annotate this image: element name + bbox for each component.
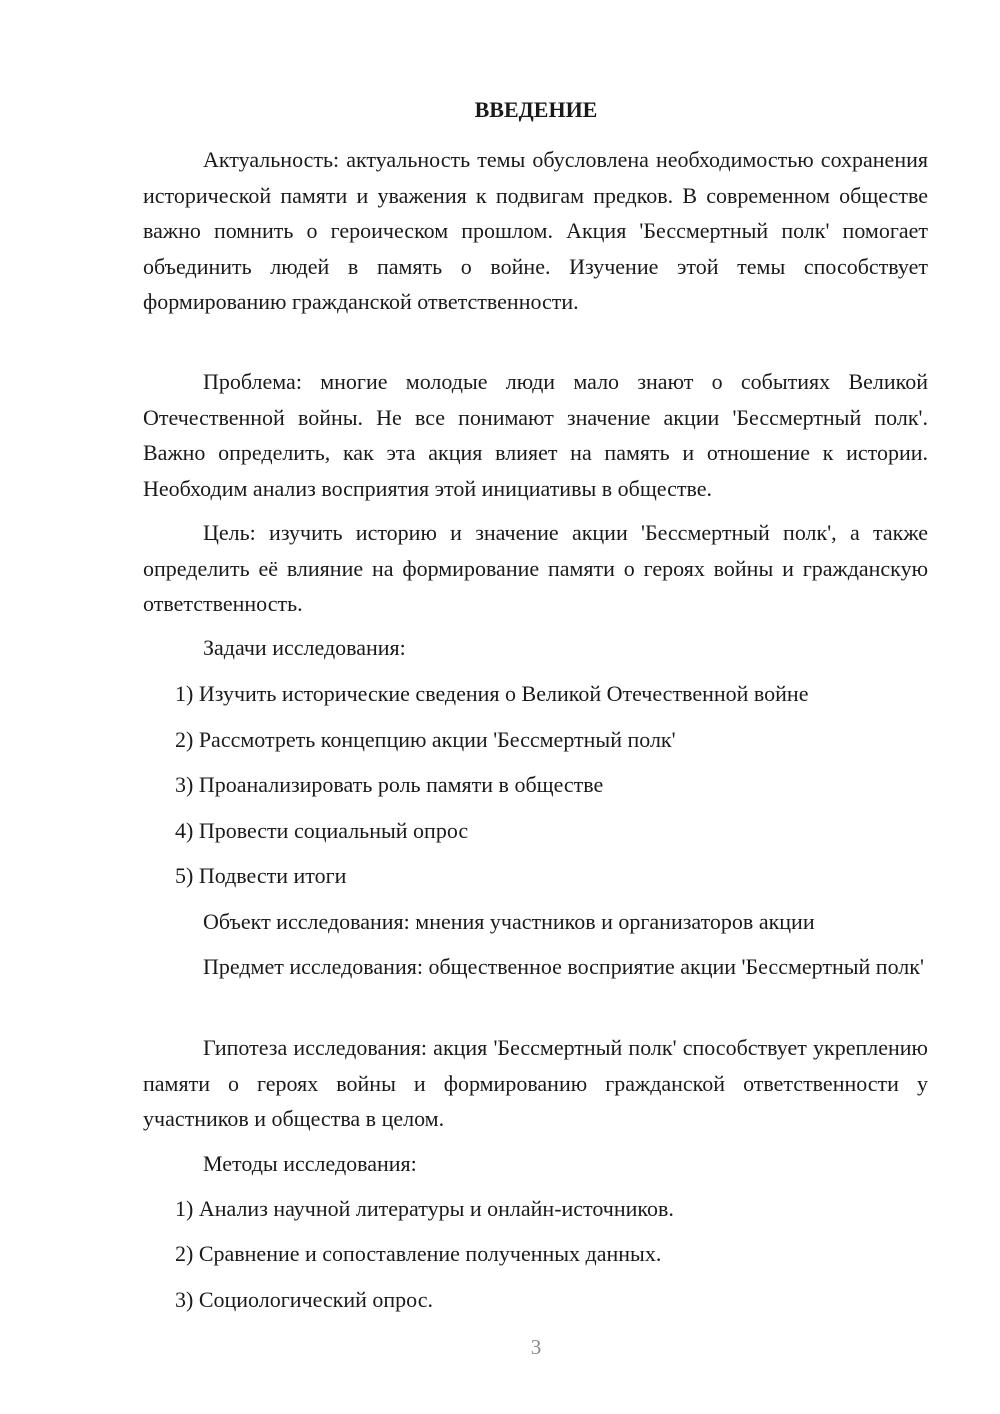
- problem-paragraph: Проблема: многие молодые люди мало знают о событиях Великой Отечественной войны. Не все понимают значение акции 'Бессмертный полк'. Важно определить, как эта акция влияет на память и отношение к истории. Необходим анализ восприятия этой инициативы в обществе.: [143, 369, 928, 501]
- hypothesis-paragraph: Гипотеза исследования: акция 'Бессмертный полк' способствует укреплению памяти о героях войны и формированию гражданской ответственности у участников и общества в целом.: [143, 1035, 928, 1131]
- methods-heading: Методы исследования:: [203, 1151, 417, 1176]
- page-number: 3: [530, 1335, 542, 1359]
- task-item: 2) Рассмотреть концепцию акции 'Бессмертный полк': [175, 727, 676, 752]
- task-item: 5) Подвести итоги: [175, 863, 347, 888]
- method-item: 2) Сравнение и сопоставление полученных данных.: [175, 1241, 662, 1266]
- method-item: 3) Социологический опрос.: [175, 1287, 433, 1312]
- task-item: 1) Изучить исторические сведения о Великой Отечественной войне: [175, 681, 809, 706]
- tasks-heading: Задачи исследования:: [203, 635, 406, 660]
- task-item: 3) Проанализировать роль памяти в обществе: [175, 772, 604, 797]
- goal-paragraph: Цель: изучить историю и значение акции 'Бессмертный полк', а также определить её влияние на формирование памяти о героях войны и гражданскую ответственность.: [143, 520, 928, 616]
- relevance-paragraph: Актуальность: актуальность темы обусловлена необходимостью сохранения исторической памяти и уважения к подвигам предков. В современном обществе важно помнить о героическом прошлом. Акция 'Бессмертный полк' помогает объединить людей в память о войне. Изучение этой темы способствует формированию гражданской ответственности.: [143, 147, 928, 314]
- task-item: 4) Провести социальный опрос: [175, 818, 469, 843]
- method-item: 1) Анализ научной литературы и онлайн-источников.: [175, 1196, 674, 1221]
- subject-paragraph: Предмет исследования: общественное восприятие акции 'Бессмертный полк': [203, 954, 924, 979]
- section-title: ВВЕДЕНИЕ: [474, 97, 598, 122]
- object-paragraph: Объект исследования: мнения участников и организаторов акции: [203, 909, 815, 934]
